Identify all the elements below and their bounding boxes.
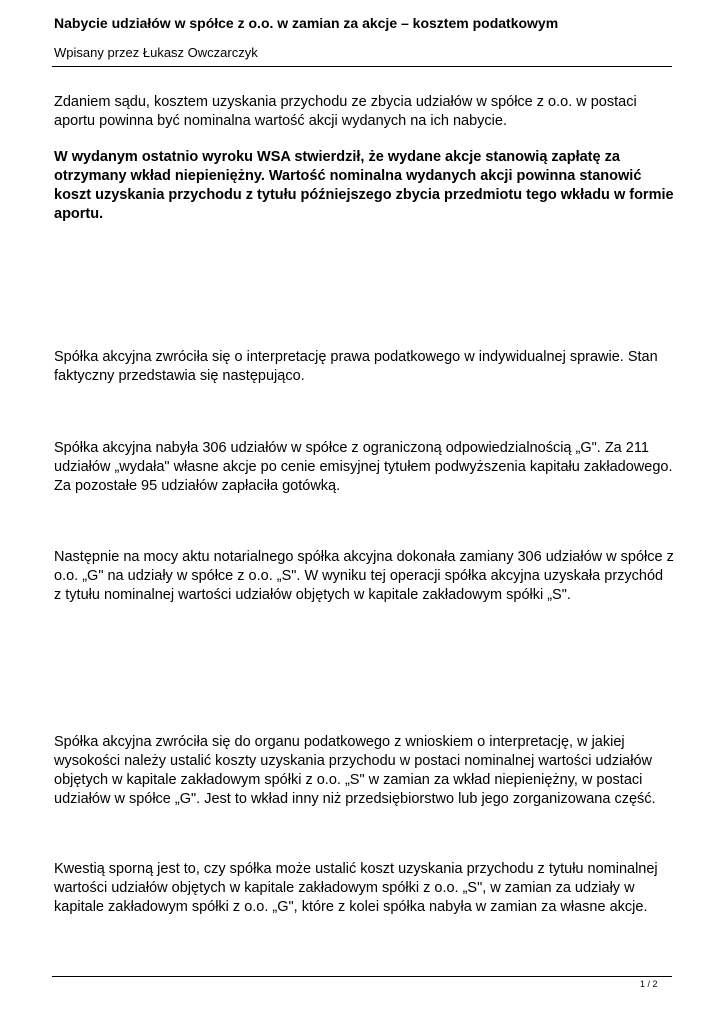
paragraph-body: Spółka akcyjna zwróciła się do organu podatkowego z wnioskiem o interpretację, w jakiej wysokości należy ustalić koszty uzyskania przychodu w postaci nominalnej wartości udziałów objętych w kapitale zakładowym spółki z o.o. „S" w zamian za wkład niepieniężny, w postaci udziałów w spółce „G". Jest to wkład inny niż przedsiębiorstwo lub jego zorganizowana część. <box>54 734 656 807</box>
paragraph-body: Spółka akcyjna zwróciła się o interpretację prawa podatkowego w indywidualnej sprawie. Stan faktyczny przedstawia się następująco. <box>54 349 658 384</box>
document-title: Nabycie udziałów w spółce z o.o. w zamian za akcje – kosztem podatkowym <box>54 15 559 31</box>
header-divider <box>52 66 672 67</box>
paragraph-summary-bold: W wydanym ostatnio wyroku WSA stwierdził, że wydane akcje stanowią zapłatę za otrzymany wkład niepieniężny. Wartość nominalna wydanych akcji powinna stanowić koszt uzyskania przychodu z tytułu późniejszego zbycia przedmiotu tego wkładu w formie aportu. <box>54 149 674 222</box>
paragraph-lead: Zdaniem sądu, kosztem uzyskania przychodu ze zbycia udziałów w spółce z o.o. w postaci aportu powinna być nominalna wartość akcji wydanych na ich nabycie. <box>54 94 637 129</box>
paragraph-body: Kwestią sporną jest to, czy spółka może ustalić koszt uzyskania przychodu z tytułu nominalnej wartości udziałów objętych w kapitale zakładowym spółki z o.o. „S", w zamian za udziały w kapitale zakładowym spółki z o.o. „G", które z kolei spółka nabyła w zamian za własne akcje. <box>54 861 658 915</box>
author-line: Wpisany przez Łukasz Owczarczyk <box>54 45 258 60</box>
paragraph-body: Spółka akcyjna nabyła 306 udziałów w spółce z ograniczoną odpowiedzialnością „G". Za 211 udziałów „wydała" własne akcje po cenie emisyjnej tytułem podwyższenia kapitału zakładowego. Za pozostałe 95 udziałów zapłaciła gotówką. <box>54 440 673 494</box>
footer-divider <box>52 976 672 977</box>
paragraph-body: Następnie na mocy aktu notarialnego spółka akcyjna dokonała zamiany 306 udziałów w spółce z o.o. „G" na udziały w spółce z o.o. „S". W wyniku tej operacji spółka akcyjna uzyskała przychód z tytułu nominalnej wartości udziałów objętych w kapitale zakładowym spółki „S". <box>54 549 674 603</box>
page-number: 1 / 2 <box>640 979 658 989</box>
